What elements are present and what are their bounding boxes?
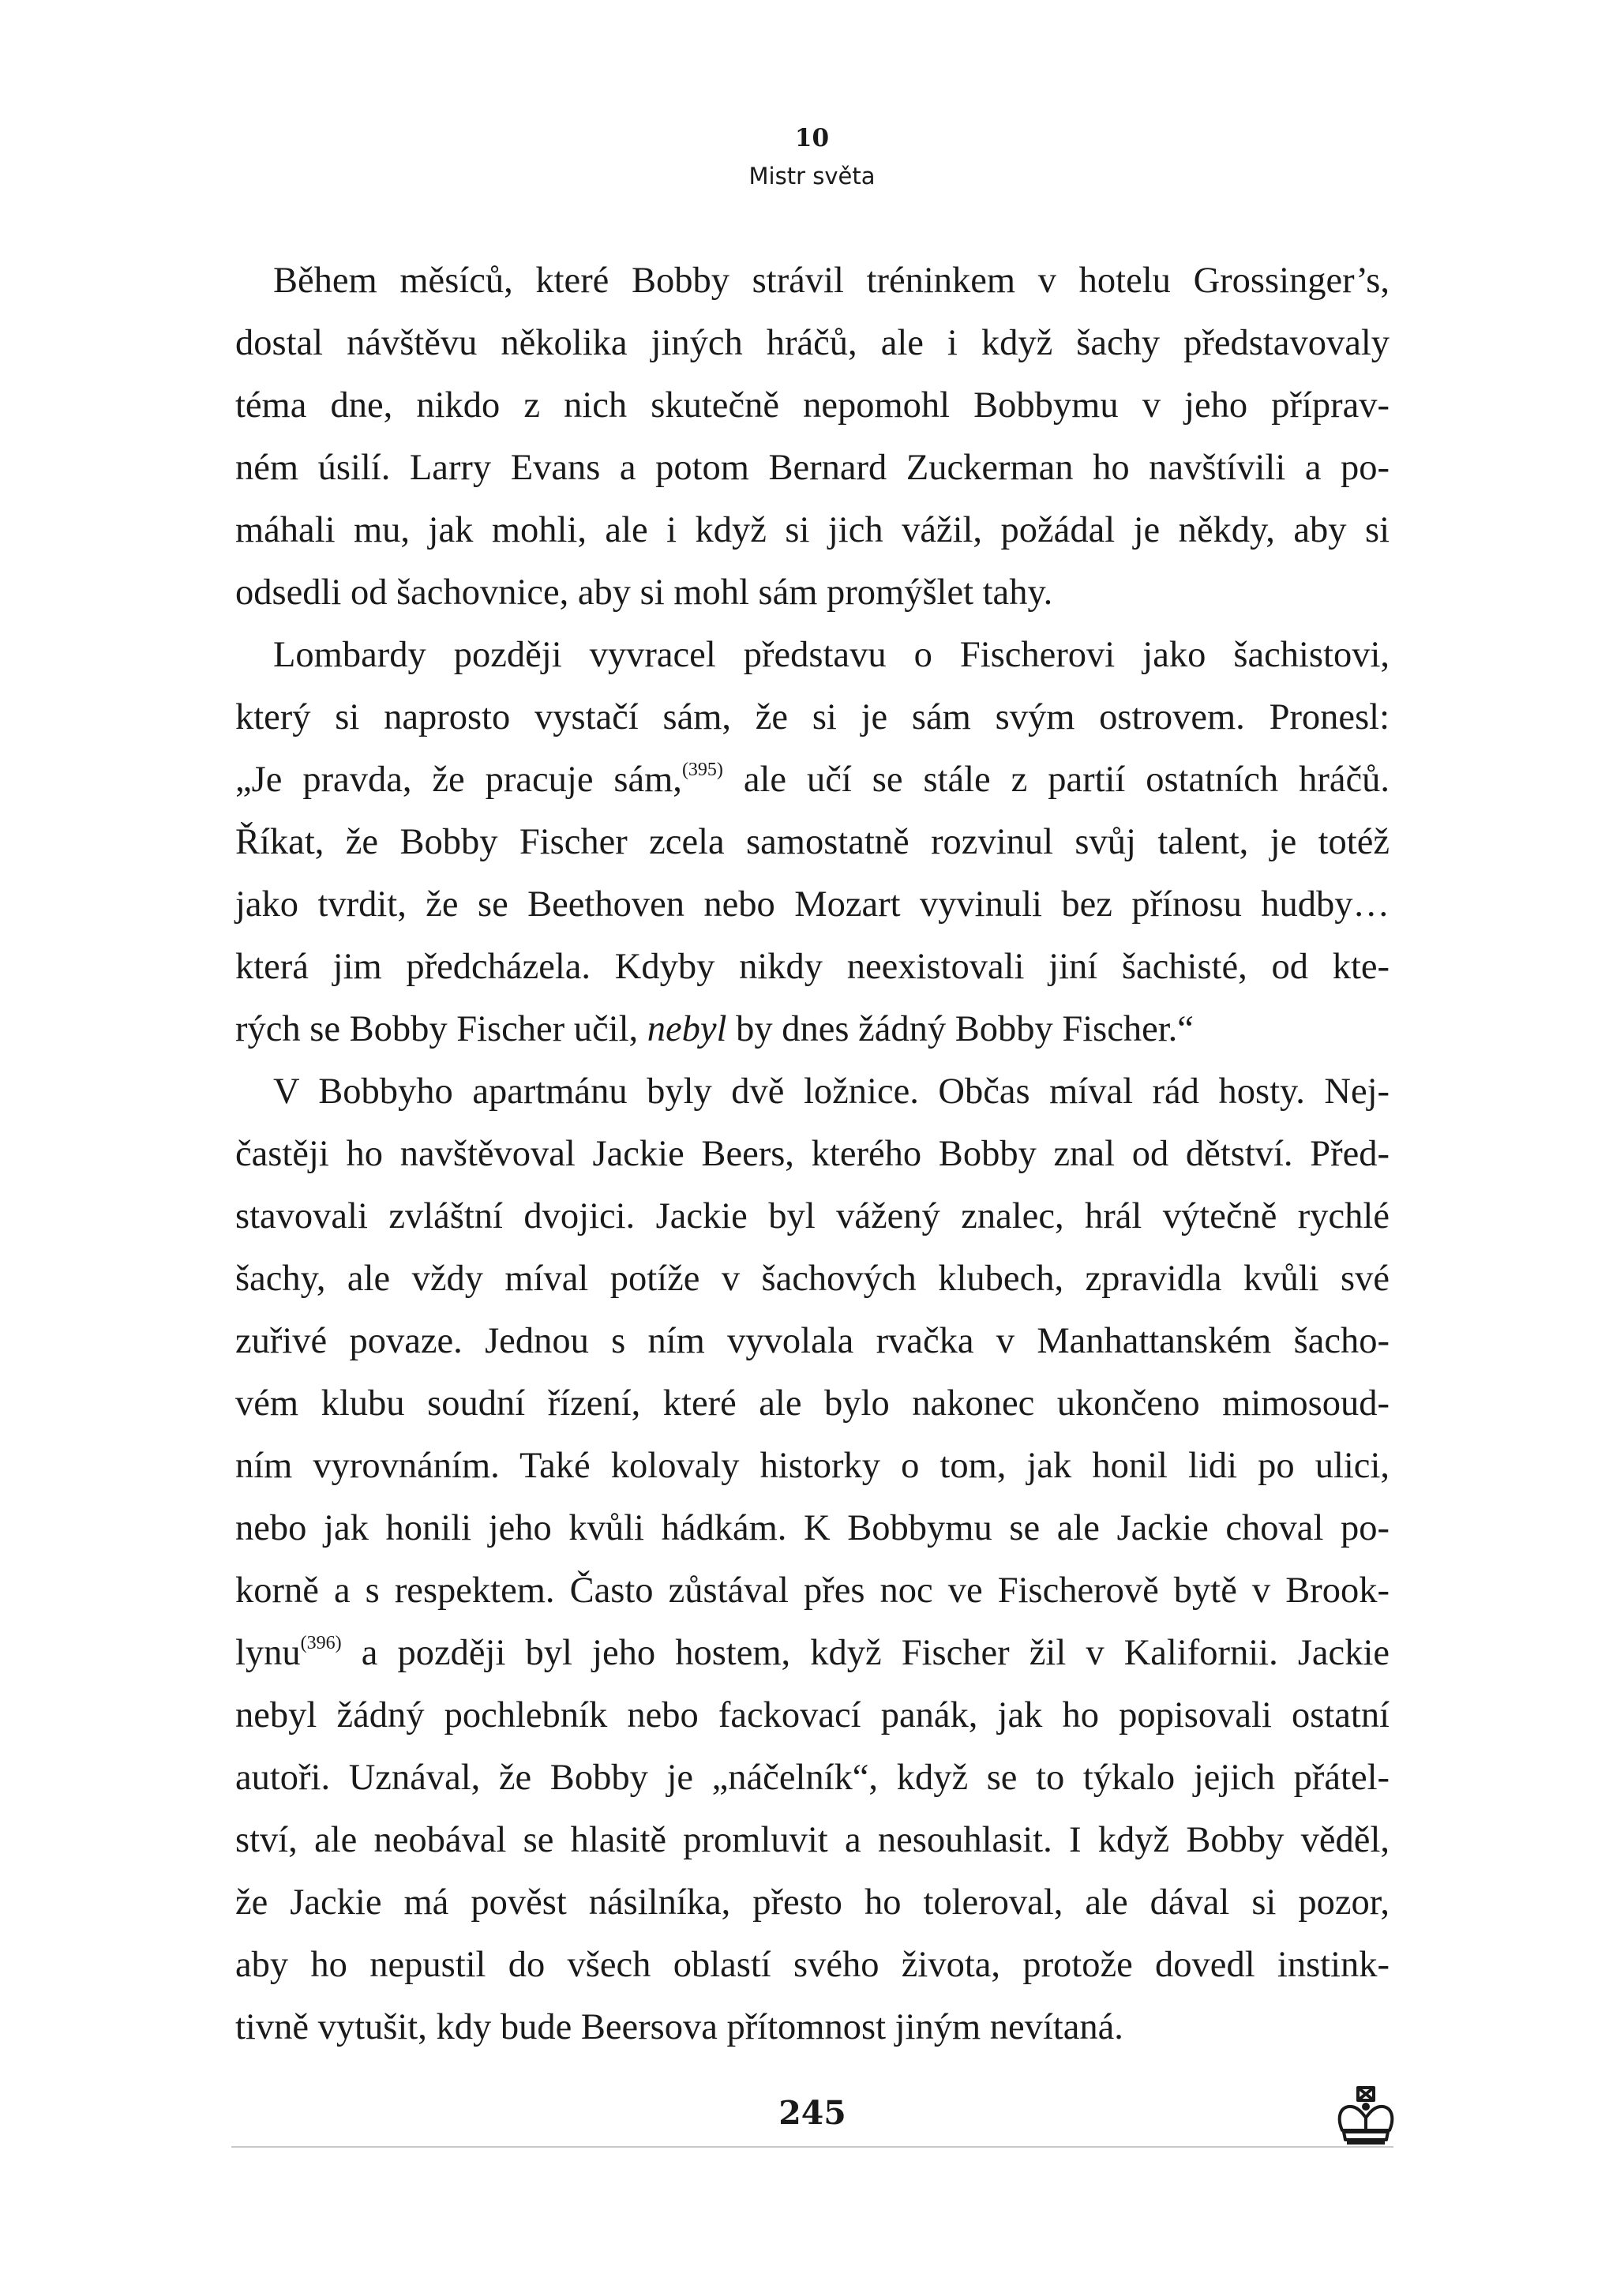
body-text-segment: a později byl jeho hostem, když Fischer žil v Kalifornii. Jackie xyxy=(341,1633,1390,1673)
quote-text: ale učí se stále z partií ostatních hráčů. xyxy=(722,760,1390,800)
chapter-number: 10 xyxy=(794,124,830,152)
text-line: dostal návštěvu několika jiných hráčů, ale i když šachy představovaly xyxy=(235,323,1390,363)
text-line xyxy=(235,998,1390,1060)
text-line: odsedli od šachovnice, aby si mohl sám promýšlet tahy. xyxy=(235,572,1053,613)
footnote-ref[interactable]: (395) xyxy=(681,760,723,780)
quote-text: by dnes žádný Bobby Fischer.“ xyxy=(726,1009,1194,1049)
text-line xyxy=(235,749,1390,811)
body-text xyxy=(235,250,1390,2058)
chapter-title: Mistr světa xyxy=(748,163,876,190)
running-header xyxy=(0,122,1624,192)
text-line: máhali mu, jak mohli, ale i když si jich vážil, požádal je někdy, aby si xyxy=(235,510,1390,550)
text-line: Říkat, že Bobby Fischer zcela samostatně rozvinul svůj talent, je totéž xyxy=(235,822,1390,862)
paragraph-3 xyxy=(235,1060,1390,2058)
body-text-segment: lynu xyxy=(235,1633,301,1673)
text-line: Během měsíců, které Bobby strávil tréninkem v hotelu Grossinger’s, xyxy=(273,261,1390,301)
emphasis-text: nebyl xyxy=(647,1009,727,1049)
footnote-ref[interactable]: (396) xyxy=(300,1633,342,1653)
text-line: nebyl žádný pochlebník nebo fackovací panák, jak ho popisovali ostatní xyxy=(235,1695,1390,1736)
text-line: nebo jak honili jeho kvůli hádkám. K Bobbymu se ale Jackie choval po- xyxy=(235,1508,1390,1548)
page-number: 245 xyxy=(778,2094,846,2132)
text-line: že Jackie má pověst násilníka, přesto ho toleroval, ale dával si pozor, xyxy=(235,1882,1390,1923)
text-line: téma dne, nikdo z nich skutečně nepomohl Bobbymu v jeho příprav- xyxy=(235,385,1390,426)
paragraph-2 xyxy=(235,624,1390,1060)
text-line: který si naprosto vystačí sám, že si je sám svým ostrovem. Pronesl: xyxy=(235,697,1390,737)
quote-text: „Je pravda, že pracuje sám, xyxy=(235,760,682,800)
paragraph-1 xyxy=(235,250,1390,624)
footer-divider xyxy=(231,2146,1393,2148)
quote-text: rých se Bobby Fischer učil, xyxy=(235,1009,647,1049)
text-line: V Bobbyho apartmánu byly dvě ložnice. Občas míval rád hosty. Nej- xyxy=(273,1071,1390,1112)
text-line: tivně vytušit, kdy bude Beersova přítomnost jiným nevítaná. xyxy=(235,2007,1123,2047)
text-line: korně a s respektem. Často zůstával přes noc ve Fischerově bytě v Brook- xyxy=(235,1570,1390,1611)
text-line: autoři. Uznával, že Bobby je „náčelník“, když se to týkalo jejich přátel- xyxy=(235,1758,1390,1798)
text-line xyxy=(235,1622,1390,1684)
text-line: zuřivé povaze. Jednou s ním vyvolala rvačka v Manhattanském šacho- xyxy=(235,1321,1390,1361)
page-footer xyxy=(231,2084,1393,2148)
text-line: častěji ho navštěvoval Jackie Beers, kterého Bobby znal od dětství. Před- xyxy=(235,1134,1390,1174)
text-line: ním vyrovnáním. Také kolovaly historky o tom, jak honil lidi po ulici, xyxy=(235,1446,1390,1486)
text-line: vém klubu soudní řízení, které ale bylo nakonec ukončeno mimosoud- xyxy=(235,1383,1390,1424)
text-line: která jim předcházela. Kdyby nikdy neexistovali jiní šachisté, od kte- xyxy=(235,947,1390,987)
text-line: jako tvrdit, že se Beethoven nebo Mozart vyvinuli bez přínosu hudby… xyxy=(235,884,1390,925)
text-line: ném úsilí. Larry Evans a potom Bernard Zuckerman ho navštívili a po- xyxy=(235,448,1390,488)
text-line: Lombardy později vyvracel představu o Fischerovi jako šachistovi, xyxy=(273,635,1390,675)
text-line: šachy, ale vždy míval potíže v šachových klubech, zpravidla kvůli své xyxy=(235,1259,1390,1299)
text-line: stavovali zvláštní dvojici. Jackie byl vážený znalec, hrál výtečně rychlé xyxy=(235,1196,1390,1236)
text-line: ství, ale neobával se hlasitě promluvit a nesouhlasit. I když Bobby věděl, xyxy=(235,1820,1390,1860)
chess-king-icon xyxy=(1333,2084,1399,2151)
text-line: aby ho nepustil do všech oblastí svého života, protože dovedl instink- xyxy=(235,1945,1390,1985)
